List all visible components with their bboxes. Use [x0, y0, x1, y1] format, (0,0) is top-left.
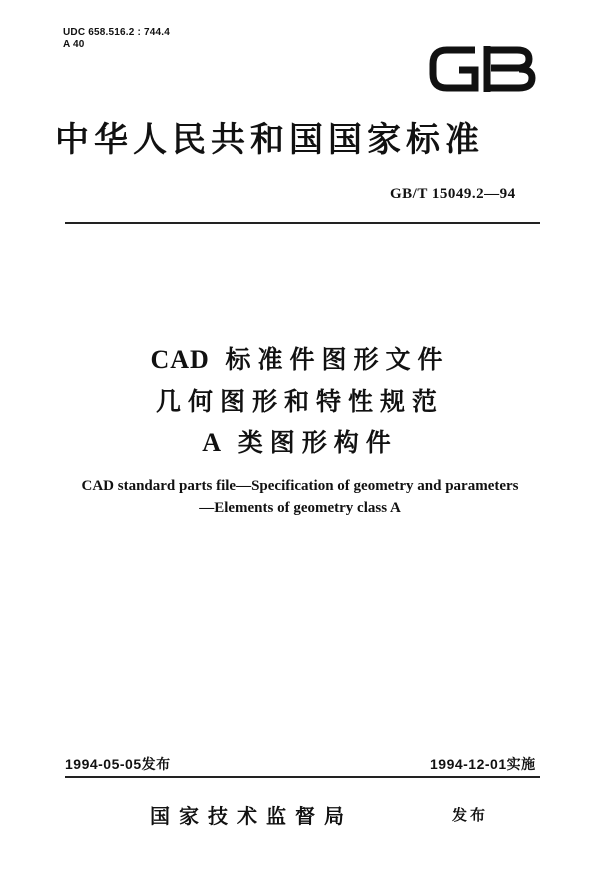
gb-logo	[425, 40, 540, 98]
cn-title-line-3	[0, 423, 600, 459]
cn-title-line-1	[0, 340, 600, 376]
header-divider	[65, 222, 540, 224]
publisher-name: 国家技术监督局	[150, 804, 353, 828]
issue-date: 1994-05-05发布	[65, 756, 171, 772]
cn-title-line-1-latin: CAD	[150, 345, 210, 374]
footer-divider	[65, 776, 540, 778]
standard-code-text: GB/T 15049.2—94	[390, 186, 516, 202]
cn-title-line-2-text: 几何图形和特性规范	[155, 387, 444, 416]
udc-classification	[63, 27, 170, 51]
cn-title-line-1-text: 标准件图形文件	[225, 345, 450, 374]
national-standard-title: 中华人民共和国国家标准	[55, 120, 484, 160]
class-line: A 40	[63, 39, 85, 50]
standard-code	[390, 185, 516, 203]
en-title-line-1: CAD standard parts file—Specification of geometry and parameters	[81, 478, 519, 494]
cn-title-line-3-latin: A	[202, 428, 223, 457]
implement-date: 1994-12-01实施	[430, 756, 536, 772]
cn-title-line-3-text: 类图形构件	[237, 428, 398, 457]
en-title-line-2: —Elements of geometry class A	[199, 500, 401, 516]
cn-title-line-2	[0, 382, 600, 418]
udc-line: UDC 658.516.2 : 744.4	[63, 27, 171, 38]
publish-label: 发布	[452, 806, 489, 824]
